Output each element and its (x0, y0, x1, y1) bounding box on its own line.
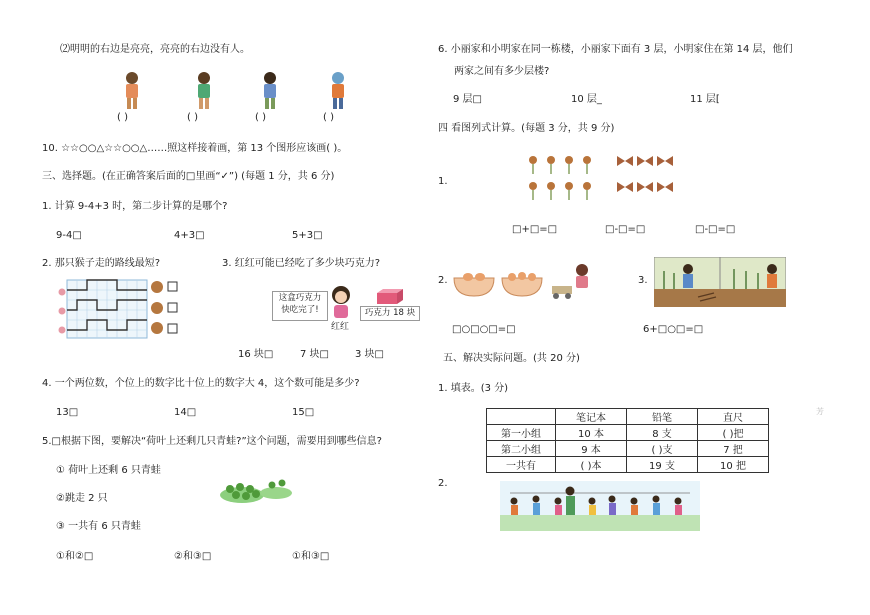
calc-p1-equation-1[interactable]: □+□=□ (512, 224, 558, 235)
peach-icons (59, 289, 66, 334)
calc-p2-number: 2. (438, 275, 448, 286)
solve-q1-text: 1. 填表。(3 分) (438, 383, 509, 394)
q6-text: 6. 小丽家和小明家在同一栋楼，小丽家下面有 3 层，小明家住在第 14 层，他们 (438, 44, 793, 55)
table-cell-blank[interactable]: ( )支 (627, 441, 698, 457)
table-header-row (487, 409, 769, 425)
q6-text-line-2: 两家之间有多少层楼? (454, 66, 550, 77)
calc-p3-number: 3. (638, 275, 648, 286)
child-2-figure (198, 72, 210, 109)
children-illustration (115, 70, 355, 112)
q9-blank-4[interactable]: ( ) (323, 112, 334, 123)
chocolate-box-icon (373, 287, 407, 305)
calc-p1-equation-3[interactable]: □-□=□ (695, 224, 736, 235)
table-row (487, 425, 769, 441)
calc-p1-number: 1. (438, 176, 448, 187)
section-4-heading: 四 看图列式计算。(每题 3 分，共 9 分) (438, 123, 615, 134)
table-cell: 8 支 (627, 425, 698, 441)
choice-q5-info-1: ① 荷叶上还剩 6 只青蛙 (56, 465, 161, 476)
speech-bubble-line-2: 快吃完了! (281, 305, 319, 315)
speech-bubble-line-1: 这盒巧克力 (278, 293, 322, 303)
table-cell: 第一小组 (487, 425, 556, 441)
side-mark: 芳 (816, 407, 824, 416)
fruit-groups-illustration (525, 152, 685, 204)
section-3-heading: 三、选择题。(在正确答案后面的□里画“✓”) (每题 1 分，共 6 分) (42, 171, 335, 182)
girl-figure (326, 284, 356, 320)
choice-q2-text: 2. 那只猴子走的路线最短? (42, 258, 161, 269)
choice-q4-option-a[interactable]: 13□ (56, 407, 79, 418)
girl-name-label: 红红 (331, 322, 350, 332)
cherry-group-top (529, 156, 591, 164)
choice-q3-option-c[interactable]: 3 块□ (355, 349, 384, 360)
table-cell-blank[interactable]: ( )把 (698, 425, 769, 441)
monkey-icons (151, 281, 163, 334)
calc-p1-equation-2[interactable]: □-□=□ (605, 224, 646, 235)
maze-answer-box-3 (168, 324, 177, 333)
table-cell: 10 本 (556, 425, 627, 441)
choice-q5-option-b[interactable]: ②和③□ (174, 551, 212, 562)
choice-q1-text: 1. 计算 9-4+3 时，第二步计算的是哪个? (42, 201, 228, 212)
calc-p3-equation[interactable]: 6+□○□=□ (643, 324, 704, 335)
table-cell: 7 把 (698, 441, 769, 457)
children-playing-illustration (500, 481, 700, 531)
choice-q5-text: 5.□根据下图，要解决“荷叶上还剩几只青蛙?”这个问题，需要用到哪些信息? (42, 436, 382, 447)
supplies-table (486, 408, 769, 473)
tree-planting-illustration (654, 257, 786, 307)
monkey-maze-illustration (55, 278, 185, 340)
q9-blank-2[interactable]: ( ) (187, 112, 198, 123)
choice-q5-info-2: ②跳走 2 只 (56, 493, 108, 504)
table-cell: 9 本 (556, 441, 627, 457)
table-cell: 19 支 (627, 457, 698, 473)
choice-q5-info-3: ③ 一共有 6 只青蛙 (56, 521, 141, 532)
q6-option-b[interactable]: 10 层_ (571, 94, 602, 105)
speech-bubble (272, 291, 328, 321)
table-header-cell: 铅笔 (627, 409, 698, 425)
maze-answer-box-2 (168, 303, 177, 312)
calc-p2-equation[interactable]: □○□○□=□ (452, 324, 516, 335)
table-cell: 一共有 (487, 457, 556, 473)
q9-text: ⑵明明的右边是亮亮，亮亮的右边没有人。 (60, 44, 250, 55)
choice-q4-option-c[interactable]: 15□ (292, 407, 315, 418)
q6-option-a[interactable]: 9 层□ (453, 94, 482, 105)
choice-q3-option-a[interactable]: 16 块□ (238, 349, 274, 360)
maze-answer-box-1 (168, 282, 177, 291)
solve-q2-number: 2. (438, 478, 448, 489)
table-header-cell (487, 409, 556, 425)
choice-q4-text: 4. 一个两位数，个位上的数字比十位上的数字大 4，这个数可能是多少? (42, 378, 360, 389)
table-row (487, 441, 769, 457)
table-cell: 第二小组 (487, 441, 556, 457)
choice-q5-option-c[interactable]: ①和③□ (292, 551, 330, 562)
chocolate-box-label: 巧克力 18 块 (360, 306, 420, 321)
cherry-group-bottom (529, 182, 591, 190)
table-header-cell: 直尺 (698, 409, 769, 425)
choice-q4-option-b[interactable]: 14□ (174, 407, 197, 418)
q10-text: 10. ☆☆○○△☆☆○○△……照这样接着画，第 13 个图形应该画( )。 (42, 143, 348, 154)
child-4-figure (332, 72, 344, 109)
section-5-heading: 五、解决实际问题。(共 20 分) (443, 353, 580, 364)
table-header-cell: 笔记本 (556, 409, 627, 425)
table-row (487, 457, 769, 473)
table-cell-blank[interactable]: ( )本 (556, 457, 627, 473)
q9-blank-1[interactable]: ( ) (117, 112, 128, 123)
choice-q1-option-a[interactable]: 9-4□ (56, 230, 82, 241)
choice-q3-option-b[interactable]: 7 块□ (300, 349, 329, 360)
q9-blank-3[interactable]: ( ) (255, 112, 266, 123)
choice-q5-option-a[interactable]: ①和②□ (56, 551, 94, 562)
choice-q3-text: 3. 红红可能已经吃了多少块巧克力? (222, 258, 381, 269)
frogs-on-lotus-illustration (218, 475, 296, 505)
bow-group-bottom (617, 182, 673, 192)
bow-group-top (617, 156, 673, 166)
table-cell: 10 把 (698, 457, 769, 473)
child-3-figure (264, 72, 276, 109)
bowls-and-cart-illustration (452, 262, 602, 302)
child-1-figure (126, 72, 138, 109)
choice-q1-option-b[interactable]: 4+3□ (174, 230, 205, 241)
choice-q1-option-c[interactable]: 5+3□ (292, 230, 323, 241)
q6-option-c[interactable]: 11 层[ (690, 94, 720, 105)
